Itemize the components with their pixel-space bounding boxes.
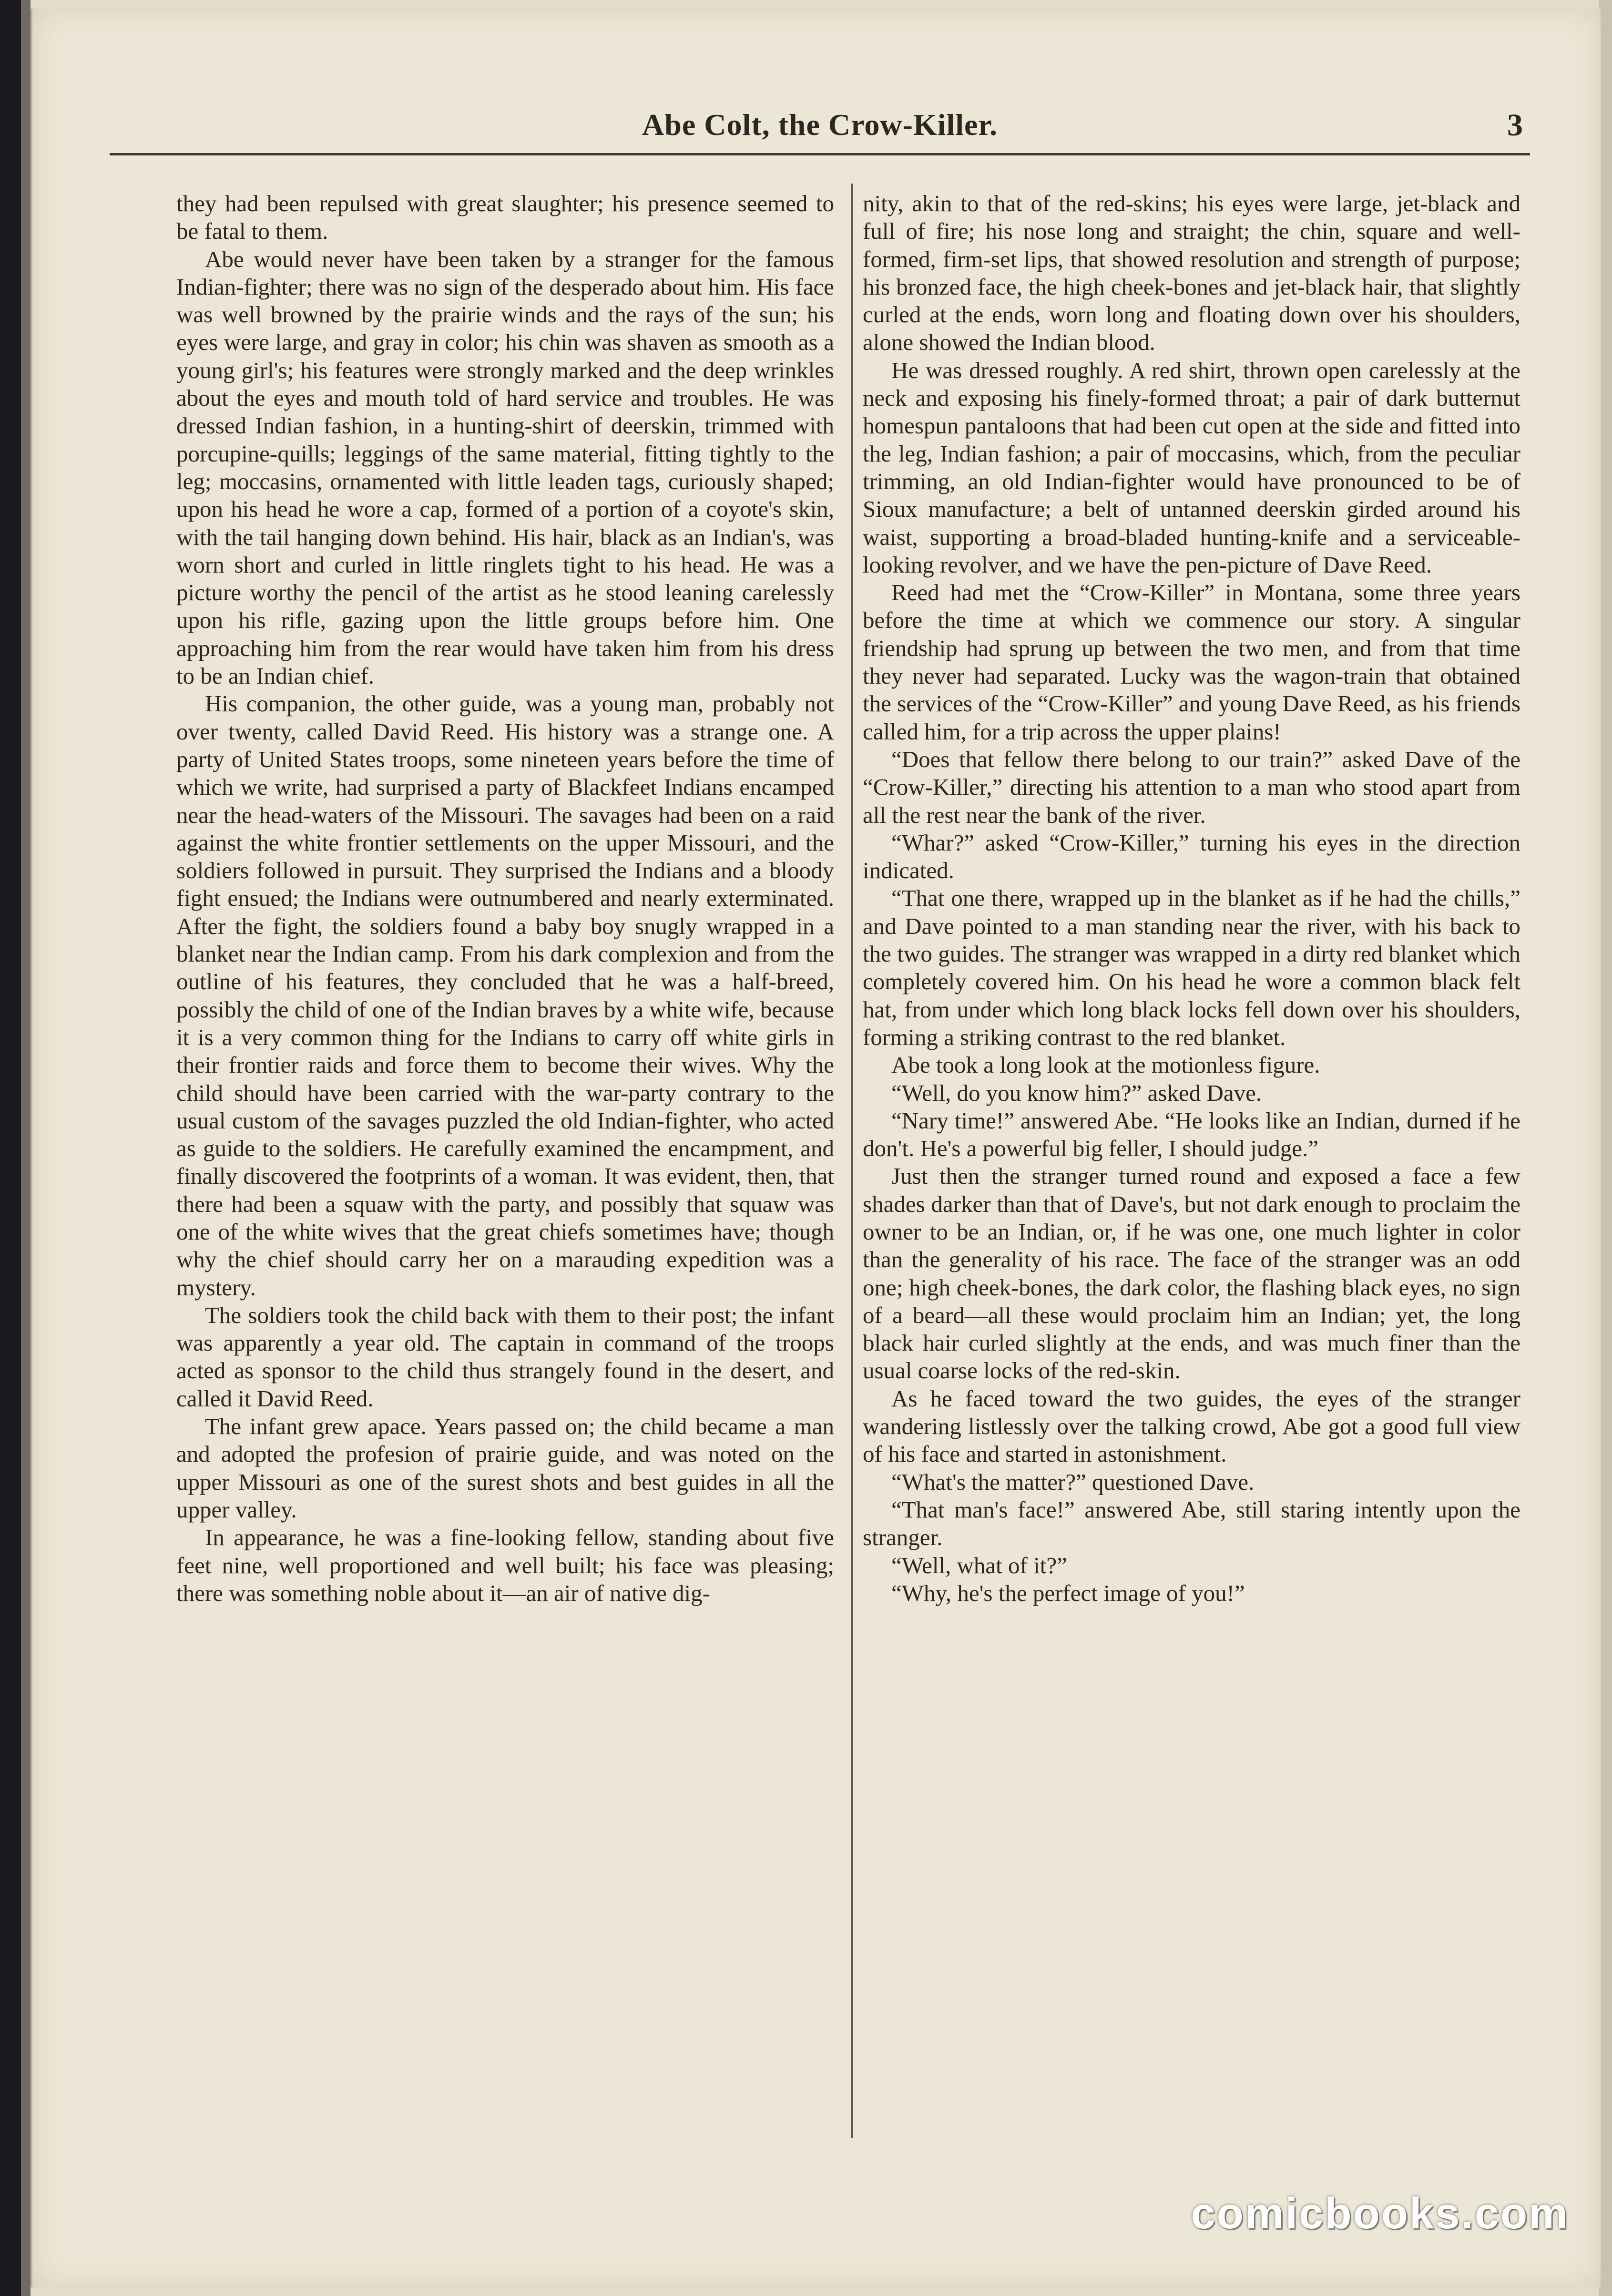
paragraph: “Does that fellow there belong to our train?” asked Dave of the “Crow-Killer,” directing his attention to a man who stood apart from all the rest near the bank of the river. [863,746,1520,828]
paragraph: “Well, what of it?” [891,1552,1067,1578]
paragraph: He was dressed roughly. A red shirt, thrown open carelessly at the neck and exposing his finely-formed throat; a pair of dark butternut homespun pantaloons that had been cut open at the side and fitted into the leg, Indian fashion; a pair of moccasins, which, from the peculiar trimming, an old Indian-fighter would have pronounced to be of Sioux manufacture; a belt of untanned deerskin girded around his waist, supporting a broad-bladed hunting-knife and a serviceable-looking revolver, and we have the pen-picture of Dave Reed. [863,357,1520,578]
paragraph: they had been repulsed with great slaughter; his presence seemed to be fatal to them. [176,190,834,245]
page-number: 3 [1507,108,1523,143]
paragraph: “Well, do you know him?” asked Dave. [891,1079,1262,1106]
watermark: comicbooks.com [1191,2189,1569,2238]
paragraph: As he faced toward the two guides, the eyes of the stranger wandering listlessly over the talking crowd, Abe got a good full view of his face and started in astonishment. [863,1385,1520,1467]
paragraph: Reed had met the “Crow-Killer” in Montana, some three years before the time at which we commence our story. A singular friendship had sprung up between the two men, and from that time they never had separated. Lucky was the wagon-train that obtained the services of the “Crow-Killer” and young Dave Reed, as his friends called him, for a trip across the upper plains! [863,579,1520,745]
paragraph: The soldiers took the child back with them to their post; the infant was apparently a year old. The captain in command of the troops acted as sponsor to the child thus strangely found in the desert, and called it David Reed. [176,1302,834,1412]
page-edge [1599,0,1612,2296]
paragraph: Just then the stranger turned round and exposed a face a few shades darker than that of Dave's, but not dark enough to proclaim the owner to be an Indian, or, if he was one, one much lighter in color than the generality of his race. The face of the stranger was an odd one; high cheek-bones, the dark color, the flashing black eyes, no sign of a beard—all these would proclaim him an Indian; yet, the long black hair curled slightly at the ends, and was much finer than the usual coarse locks of the red-skin. [863,1163,1520,1384]
right-column [863,190,1520,2183]
paragraph: “That man's face!” answered Abe, still staring intently upon the stranger. [863,1496,1520,1551]
binding-edge [0,0,21,2296]
paragraph: His companion, the other guide, was a young man, probably not over twenty, called David Reed. His history was a strange one. A party of United States troops, some nineteen years before the time of which we write, had surprised a party of Blackfeet Indians encamped near the head-waters of the Missouri. The savages had been on a raid against the white frontier settlements on the upper Missouri, and the soldiers followed in pursuit. They surprised the Indians and a bloody fight ensued; the Indians were outnumbered and nearly exterminated. After the fight, the soldiers found a baby boy snugly wrapped in a blanket near the Indian camp. From his dark complexion and from the outline of his features, they concluded that he was a half-breed, possibly the child of one of the Indian braves by a white wife, because it is a very common thing for the Indians to carry off white girls in their frontier raids and force them to become their wives. Why the child should have been carried with the war-party contrary to the usual custom of the savages puzzled the old Indian-fighter, who acted as guide to the soldiers. He carefully examined the encampment, and finally discovered the footprints of a woman. It was evident, then, that there had been a squaw with the party, and possibly that squaw was one of the white wives that the great chiefs sometimes have; though why the chief should carry her on a marauding expedition was a mystery. [176,690,834,1301]
paragraph: “Whar?” asked “Crow-Killer,” turning his eyes in the direction indicated. [863,829,1520,884]
paragraph: “Nary time!” answered Abe. “He looks like an Indian, durned if he don't. He's a powerful big feller, I should judge.” [863,1107,1520,1162]
paragraph: The infant grew apace. Years passed on; the child became a man and adopted the profesion of prairie guide, and was noted on the upper Missouri as one of the surest shots and best guides in all the upper valley. [176,1413,834,1523]
binding-stitch [21,0,31,2296]
column-divider [851,184,853,2138]
paragraph: Abe would never have been taken by a stranger for the famous Indian-fighter; there was no sign of the desperado about him. His face was well browned by the prairie winds and the rays of the sun; his eyes were large, and gray in color; his chin was shaven as smooth as a young girl's; his features were strongly marked and the deep wrinkles about the eyes and mouth told of hard service and troubles. He was dressed Indian fashion, in a hunting-shirt of deerskin, trimmed with porcupine-quills; leggings of the same material, fitting tightly to the leg; moccasins, ornamented with little leaden tags, curiously shaped; upon his head he wore a cap, formed of a portion of a coyote's skin, with the tail hanging down behind. His hair, black as an Indian's, was worn short and curled in little ringlets tight to his head. He was a picture worthy the pencil of the artist as he stood leaning carelessly upon his rifle, gazing upon the little groups before him. One approaching him from the rear would have taken him from his dress to be an Indian chief. [176,246,834,689]
running-header [110,107,1530,160]
paragraph: “That one there, wrapped up in the blanket as if he had the chills,” and Dave pointed to a man standing near the river, with his back to the two guides. The stranger was wrapped in a dirty red blanket which completely covered him. On his head he wore a common black felt hat, from under which long black locks fell down over his shoulders, forming a striking contrast to the red blanket. [863,885,1520,1050]
left-column [176,190,834,2183]
paragraph: “Why, he's the perfect image of you!” [891,1579,1245,1606]
paragraph: Abe took a long look at the motionless figure. [891,1052,1320,1078]
paragraph: In appearance, he was a fine-looking fellow, standing about five feet nine, well proportioned and well built; his face was pleasing; there was something noble about it—an air of native dig- [176,1524,834,1606]
story-title: Abe Colt, the Crow-Killer. [642,108,998,142]
header-rule [110,153,1530,155]
paragraph: nity, akin to that of the red-skins; his eyes were large, jet-black and full of fire; his nose long and straight; the chin, square and well-formed, firm-set lips, that showed resolution and strength of purpose; his bronzed face, the high cheek-bones and jet-black hair, that slightly curled at the ends, worn long and floating down over his shoulders, alone showed the Indian blood. [863,190,1520,356]
paragraph: “What's the matter?” questioned Dave. [891,1468,1255,1495]
